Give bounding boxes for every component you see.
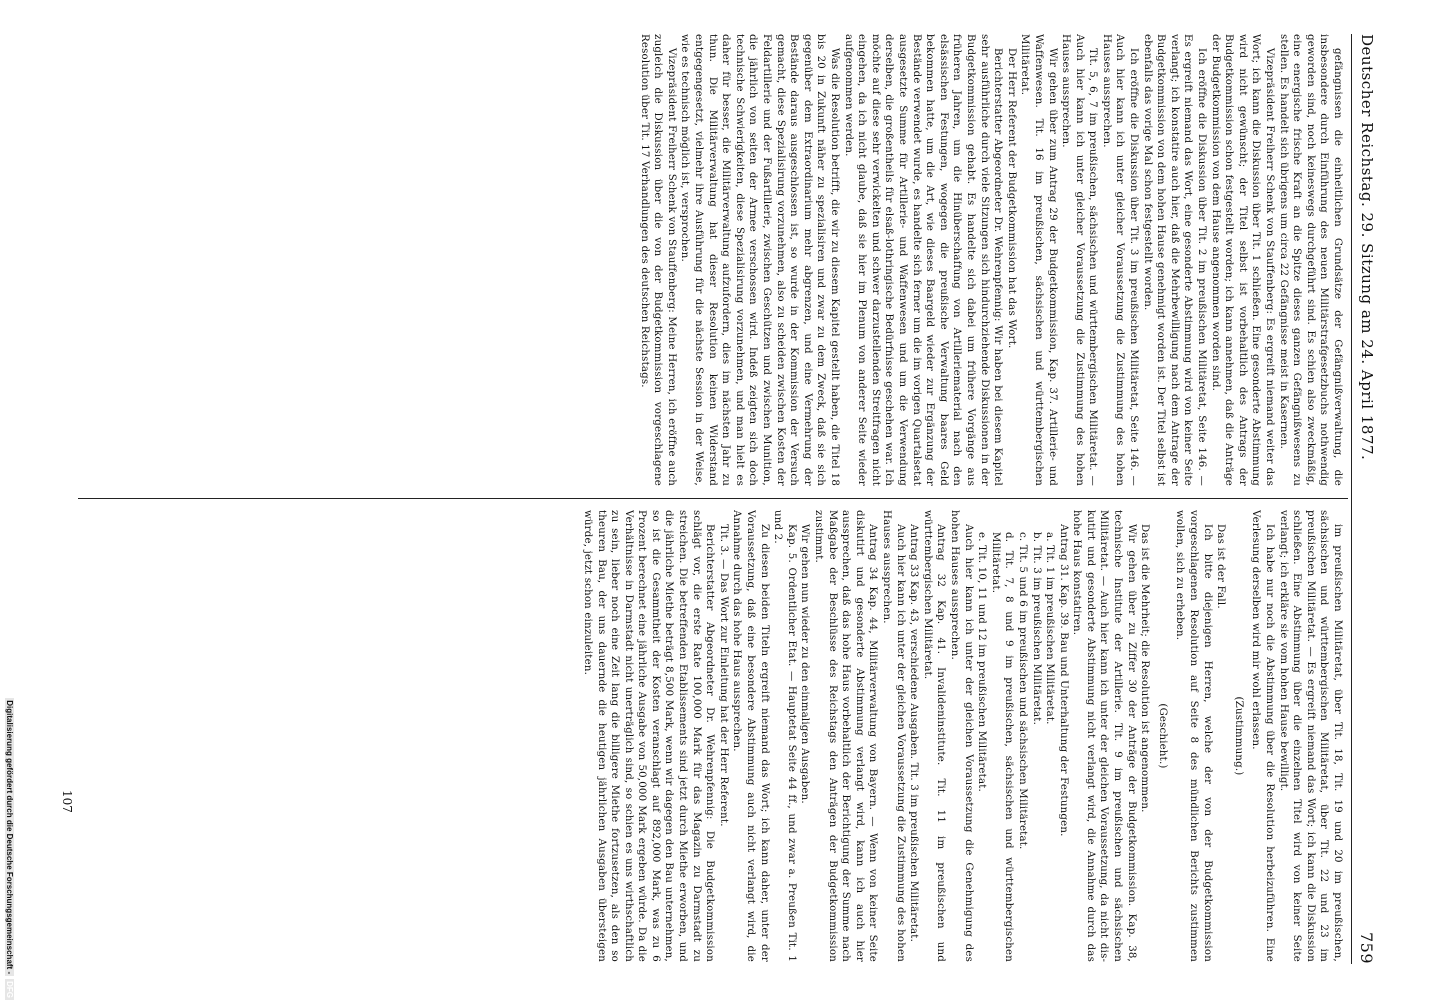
- paragraph: Ich eröffne die Diskussion über Tit. 2 im preußischen Militäretat, Seite 146. — Es ergreift niemand das Wort, eine gesonderte Abstimmung wird von keiner Seite verlangt; ich konstatire auch hier, daß die Mehrbewilligung nach dem Antrage der Budgetkommission von dem hohen Hause genehmigt worden ist. Der Titel selbst ist ebenfalls das vorige Mal schon festgestellt worden.: [1141, 34, 1208, 486]
- paragraph: Das ist der Fall.: [1215, 524, 1227, 609]
- paragraph: Auch hier kann ich unter der gleichen Voraussetzung die Genehmigung des hohen Hauses aussprechen.: [948, 510, 974, 962]
- paragraph: Was die Resolution betrifft, die wir zu diesem Kapitel gestellt haben, die Titel 18 bis 20 in Zukunft näher zu spezialisiren und zwar zu dem Zweck, daß sie sich gegenüber dem Extraordinarium mehr abgrenzen, und eine Vermehrung der Bestände daraus ausgeschlossen ist, so wurde in der Kommission der Versuch gemacht, diese Spezialisirung vorzunehmen, also zu scheiden zwischen Kosten der Feldartillerie und der Fußartillerie, zwischen Geschützen und zwischen Munition, die jährlich von seiten der Armee verschossen wird. Indeß zeigten sich doch technische Schwierigkeiten, diese Spezialisirung vorzunehmen, und man hielt es daher für besser, die Militärverwaltung aufzufordern, dies im nächsten Jahr zu thun. Die Militärverwaltung hat dieser Resolution keinen Widerstand entgegengesetzt, vielmehr ihre Ausführung für die nächste Session in der Weise, wie es technisch möglich ist, versprochen.: [679, 34, 841, 486]
- paragraph: d. Tit. 7, 8 und 9 im preußischen, sächsischen und württembergischen Militäretat.: [989, 532, 1015, 962]
- signature-mark: 107: [60, 790, 74, 813]
- paragraph: Ich habe nur noch die Abstimmung über die Resolution herbeizuführen. Eine Verlesung derselben wird mir wohl erlassen.: [1250, 510, 1276, 962]
- page-number: 759: [1357, 931, 1376, 964]
- paragraph: (Zustimmung.): [1232, 696, 1244, 776]
- paragraph: Berichterstatter Abgeordneter Dr. Wehrenpfennig: Die Budgetkommission schlägt vor, die erste Rate 100,000 Mark für das Magazin zu Darmstadt zu streichen. Die betreffenden Etablissements sind jetzt durch Miethe erworben, und die jährliche Miethe beträgt 8,500 Mark, wenn wir dagegen den Bau unternehmen, so ist die Gesammtheit der Kosten veranschlagt auf 892,000 Mark, was zu 6 Prozent berechnet eine jährliche Ausgabe von 50,000 Mark ergeben würde. Da die Verhältnisse in Darmstadt nicht unerträglich sind, so schien es uns wirthschaftlich zu sein, lieber noch eine Zeit lang die billigere Miethe fortzusetzen, als den so theuren Bau, der uns dauernde die heutigen jährlichen Ausgaben übersteigen würde, jetzt schon einzuleiten.: [581, 510, 716, 962]
- paragraph: gefängnissen die einheitlichen Grundsätze der Gefängnißverwaltung, die insbesondere durch Einführung des neuen Militärstrafgesetzbuchs nothwendig geworden sind, noch keineswegs durchgeführt sind. Es schien also zweckmäßig, eine energische frische Kraft an die Spitze dieses ganzen Gefängnißwesens zu stellen. Es handelt sich übrigens um circa 22 Gefängnisse meist in Kasernen.: [1277, 34, 1343, 486]
- paragraph: Tit. 3. — Das Wort zur Einleitung hat der Herr Referent.: [717, 524, 729, 827]
- column-separator: [78, 498, 1348, 499]
- paragraph: Der Herr Referent der Budgetkommission hat das Wort.: [1005, 48, 1017, 349]
- left-column: [84, 34, 1344, 486]
- paragraph: Antrag 33 Kap. 43, verschiedene Ausgaben. Tit. 3 im preußischen Militäretat.: [908, 524, 920, 943]
- paragraph: Kap. 5. Ordentlicher Etat. — Hauptetat Seite 44 ff., und zwar a. Preußen Tit. 1 und 2.: [772, 510, 797, 962]
- dfg-logo: DFG: [5, 981, 14, 998]
- paragraph: Berichterstatter Abgeordneter Dr. Wehrenpfennig: Wir haben bei diesem Kapitel sehr ausführliche durch viele Sitzungen sich hindurchziehende Diskussionen in der Budgetkommission gehabt. Es handelte sich dabei um frühere Vorgänge aus früheren Jahren, um die Hinüberschaffung von Artilleriematerial nach den elsässischen Festungen, wogegen die preußische Verwaltung baares Geld bekommen hatte, um die Art, wie dieses Baargeld wieder zur Ergänzung der Bestände verwendet wurde, es handelte sich ferner um die im vorigen Quartalsetat ausgesetzte Summe für Artillerie- und Waffenwesen und um die Verwendung derselben, die großentheils für elsaß-lothringische Bedürfnisse geschehen war. Ich möchte auf diese sehr verwickelten und schwer darzustellenden Streitfragen nicht eingehen, da ich nicht glaube, daß sie hier im Plenum von anderer Seite wieder aufgenommen werden.: [842, 34, 1004, 486]
- digitization-text: Digitalisierung gefördert durch die Deutsche Forschungsgemeinschaft -: [5, 700, 14, 975]
- paragraph: Antrag 32 Kap. 41. Invalideninstitute. Tit. 11 im preußischen und württembergischen Militäretat.: [921, 510, 947, 962]
- paragraph: b. Tit. 3 im preußischen Militäretat.: [1030, 532, 1042, 726]
- paragraph: Vizepräsident Freiherr Schenk von Stauffenberg: Meine Herren, ich eröffne auch zugleich die Diskussion über die von der Budgetkommission vorgeschlagene Resolution über Tit. 17 Verhandlungen des deutschen Reichstags.: [638, 34, 677, 486]
- digitization-note: [2, 0, 14, 1000]
- paragraph: Antrag 34 Kap. 44, Militärverwaltung von Bayern. — Wenn von keiner Seite diskutirt und gesonderte Abstimmung verlangt wird, kann ich auch hier aussprechen, daß das hohe Haus vorbehaltlich der Berichtigung der Summe nach Maßgabe der Beschlüsse des Reichstags den Anträgen der Budgetkommission zustimmt.: [813, 510, 879, 962]
- paragraph: im preußischen Militäretat, über Tit. 18, Tit. 19 und 20 im preußischen, sächsischen und württembergischen Militäretat, über Tit. 22 und 23 im preußischen Militäretat. — Es ergreift niemand das Wort; ich kann die Diskussion schließen. Eine Abstimmung über die einzelnen Titel wird von keiner Seite verlangt; ich erkläre sie vom hohen Hause bewilligt.: [1277, 510, 1343, 962]
- paragraph: e. Tit. 10, 11 und 12 im preußischen Militäretat.: [976, 532, 988, 792]
- paragraph: Vizepräsident Freiherr Schenk von Stauffenberg: Es ergreift niemand weiter das Wort; ich kann die Diskussion über Tit. 1 schließen. Eine gesonderte Abstimmung wird nicht gewünscht; der Titel selbst ist vorbehaltlich des Antrags der Budgetkommission schon festgestellt worden; ich kann annehmen, daß die Anträge der Budgetkommission von dem Hause angenommen worden sind.: [1209, 34, 1276, 486]
- paragraph: Wir gehen über zu Ziffer 30 der Anträge der Budgetkommission. Kap. 38, technische Institute der Artillerie. Tit. 9 im preußischen und sächsischen Militäretat. — Auch hier kann ich unter der gleichen Voraussetzung, da nicht diskutirt und gesonderte Abstimmung nicht verlangt wird, die Annahme durch das hohe Haus konstatiren.: [1071, 510, 1137, 962]
- paragraph: c. Tit. 5 und 6 im preußischen und sächsischen Militäretat.: [1016, 532, 1028, 850]
- header-title: Deutscher Reichstag. 29. Sitzung am 24. April 1877.: [1358, 34, 1376, 461]
- paragraph: Tit. 5, 6, 7 im preußischen, sächsischen und württembergischen Militäretat. — Auch hier kann ich unter gleicher Voraussetzung die Zustimmung des hohen Hauses aussprechen.: [1060, 34, 1099, 486]
- header-rule: [1351, 34, 1352, 964]
- paragraph: Ich bitte diejenigen Herren, welche der von der Budgetkommission vorgeschlagenen Resolution auf Seite 8 des mündlichen Berichts zustimmen wollen, sich zu erheben.: [1174, 510, 1213, 962]
- right-column: [84, 510, 1344, 962]
- paragraph: (Geschieht.): [1156, 703, 1168, 769]
- paragraph: Auch hier kann ich unter der gleichen Voraussetzung die Zustimmung des hohen Hauses aussprechen.: [881, 510, 906, 962]
- paragraph: Antrag 31. Kap. 39. Bau und Unterhaltung der Festungen.: [1057, 524, 1069, 837]
- paragraph: Das ist die Mehrheit; die Resolution ist angenommen.: [1139, 524, 1151, 813]
- paragraph: Ich eröffne die Diskussion über Tit. 3 im preußischen Militäretat, Seite 146. — Auch hier kann ich unter gleicher Voraussetzung die Zustimmung des hohen Hauses aussprechen.: [1100, 34, 1140, 486]
- running-header: [1354, 34, 1376, 964]
- paragraph: Wir gehen über zum Antrag 29 der Budgetkommission, Kap. 37. Artillerie- und Waffenwesen. Tit. 16 im preußischen, sächsischen und württembergischen Militäretat.: [1019, 34, 1058, 486]
- paragraph: Zu diesen beiden Titeln ergreift niemand das Wort; ich kann daher, unter der Voraussetzung, daß eine besondere Abstimmung auch nicht verlangt wird, die Annahme durch das hohe Haus aussprechen.: [731, 510, 770, 962]
- paragraph: a. Tit. 1 im preußischen Militäretat.: [1044, 532, 1056, 725]
- paragraph: Wir gehen nun wieder zu den einmaligen Ausgaben.: [799, 524, 811, 804]
